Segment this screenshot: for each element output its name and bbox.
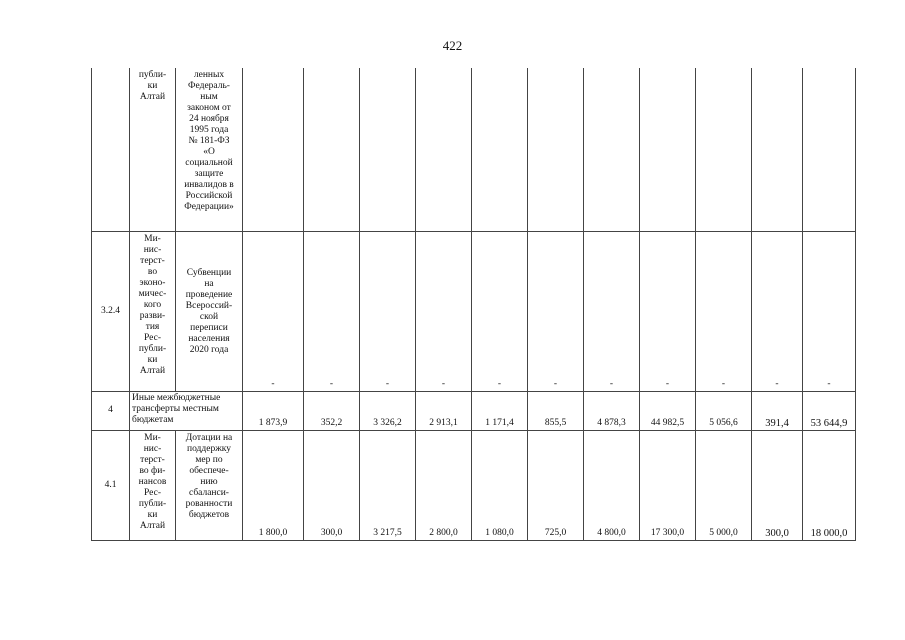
value-cell [243,68,304,231]
value-cell: 44 982,5 [640,391,696,430]
value-cell: 1 080,0 [472,430,528,540]
value-cell: 1 171,4 [472,391,528,430]
table-row [92,391,856,430]
value-cell: - [584,231,640,391]
row-number-cell: 3.2.4 [92,231,130,391]
value-cell: 855,5 [528,391,584,430]
value-cell [528,68,584,231]
organization-cell: Ми- нис- терст- во эконо- мичес- кого разви- тия Рес- публи- ки Алтай [130,231,176,391]
value-cell: - [803,231,856,391]
item-name-cell: ленных Федераль- ным законом от 24 ноября 1995 года № 181-ФЗ «О социальной защите инвалидов в Российской Федерации» [176,68,243,231]
organization-cell: публи- ки Алтай [130,68,176,231]
value-cell [472,68,528,231]
value-cell: 3 326,2 [360,391,416,430]
table-row [92,68,856,231]
value-cell: - [243,231,304,391]
value-cell: 300,0 [304,430,360,540]
value-cell: 2 913,1 [416,391,472,430]
organization-cell: Ми- нис- терст- во фи- нансов Рес- публи- ки Алтай [130,430,176,540]
budget-table [91,68,856,541]
value-cell: 352,2 [304,391,360,430]
row-number-cell: 4 [92,391,130,430]
value-cell [640,68,696,231]
value-cell [416,68,472,231]
value-cell: 4 878,3 [584,391,640,430]
value-cell [803,68,856,231]
value-cell: 53 644,9 [803,391,856,430]
value-cell: 725,0 [528,430,584,540]
table-row [92,231,856,391]
row-number-cell [92,68,130,231]
value-cell: 2 800,0 [416,430,472,540]
value-cell: 1 800,0 [243,430,304,540]
value-cell: - [360,231,416,391]
item-name-cell: Субвенции на проведение Всероссий- ской переписи населения 2020 года [176,231,243,391]
value-cell: 5 000,0 [696,430,752,540]
value-cell: - [472,231,528,391]
value-cell: - [752,231,803,391]
table-row [92,430,856,540]
value-cell: - [528,231,584,391]
value-cell: - [304,231,360,391]
value-cell: 300,0 [752,430,803,540]
page-number: 422 [442,38,463,53]
value-cell: 18 000,0 [803,430,856,540]
value-cell [752,68,803,231]
value-cell: 3 217,5 [360,430,416,540]
value-cell: - [416,231,472,391]
value-cell: 5 056,6 [696,391,752,430]
item-name-cell: Дотации на поддержку мер по обеспече- нию сбаланси- рованности бюджетов [176,430,243,540]
value-cell [304,68,360,231]
value-cell: 1 873,9 [243,391,304,430]
value-cell [360,68,416,231]
value-cell: 17 300,0 [640,430,696,540]
value-cell: 391,4 [752,391,803,430]
value-cell: - [696,231,752,391]
value-cell: - [640,231,696,391]
row-number-cell: 4.1 [92,430,130,540]
value-cell: 4 800,0 [584,430,640,540]
value-cell [584,68,640,231]
item-name-cell: Иные межбюджетные трансферты местным бюджетам [130,391,243,430]
value-cell [696,68,752,231]
